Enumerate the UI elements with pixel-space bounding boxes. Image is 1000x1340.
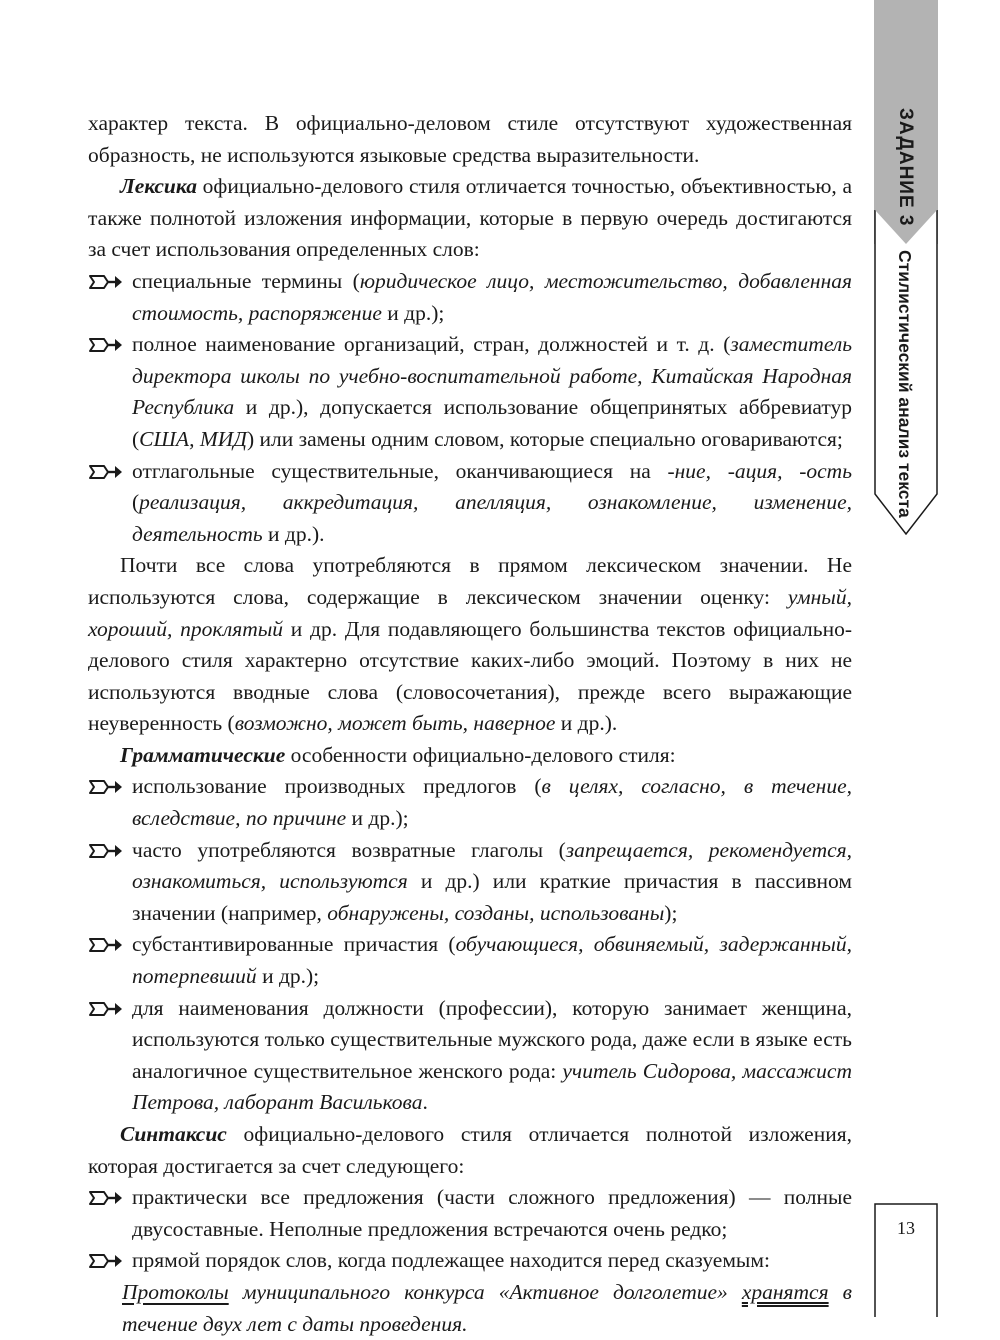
arrow-bullet-icon xyxy=(88,1251,124,1271)
meaning-paragraph: Почти все слова употребляются в прямом лексическом значении. Не используются слова, содержащие в лексическом значении оценку: умный, хороший, проклятый и др. Для подавляющего большинства текстов официально-делового стиля характерно отсутствие каких-либо эмоций. Поэтому в них не используются вводные слова (словосочетания), прежде всего выражающие неуверенность (возможно, может быть, наверное и др.). xyxy=(88,553,852,736)
syntax-paragraph: Синтаксис официально-делового стиля отличается полнотой изложения, которая достигается за счет следующего: xyxy=(88,1122,852,1178)
arrow-bullet-icon xyxy=(88,841,124,861)
grammar-term: Грамматические xyxy=(120,742,286,767)
list-item: для наименования должности (профессии), которую занимает женщина, используются только существительные мужского рода, даже если в языке есть аналогичное существительное женского рода: учитель Сидорова, массажист Петрова, лаборант Василькова. xyxy=(88,993,852,1119)
example-predicate: хранятся xyxy=(741,1279,829,1304)
arrow-bullet-icon xyxy=(88,935,124,955)
side-tab-topic-label: Стилистический анализ текста xyxy=(895,250,915,518)
arrow-bullet-icon xyxy=(88,777,124,797)
arrow-bullet-icon xyxy=(88,999,124,1019)
list-item: использование производных предлогов (в целях, согласно, в течение, вследствие, по причине и др.); xyxy=(88,771,852,834)
example-sentence: Протоколы муниципального конкурса «Активное долголетие» хранятся в течение двух лет с даты проведения. xyxy=(122,1279,852,1336)
list-item: прямой порядок слов, когда подлежащее находится перед сказуемым: xyxy=(88,1245,852,1277)
page-body xyxy=(88,108,852,1340)
list-item: отглагольные существительные, оканчивающиеся на -ние, -ация, -ость (реализация, аккредитация, апелляция, ознакомление, изменение, деятельность и др.). xyxy=(88,456,852,551)
arrow-bullet-icon xyxy=(88,272,124,292)
list-item: полное наименование организаций, стран, должностей и т. д. (заместитель директора школы по учебно-воспитательной работе, Китайская Народная Республика и др.), допускается использование общепринятых аббревиатур (США, МИД) или замены одним словом, которые специально оговариваются; xyxy=(88,329,852,455)
arrow-bullet-icon xyxy=(88,1188,124,1208)
lexicon-term: Лексика xyxy=(120,174,197,199)
lexicon-paragraph xyxy=(88,171,852,266)
list-item: практически все предложения (части сложного предложения) — полные двусоставные. Неполные предложения встречаются очень редко; xyxy=(88,1182,852,1245)
grammar-paragraph: Грамматические особенности официально-делового стиля: xyxy=(120,742,676,767)
list-item: часто употребляются возвратные глаголы (запрещается, рекомендуется, ознакомиться, используются и др.) или краткие причастия в пассивном значении (например, обнаружены, созданы, использованы); xyxy=(88,835,852,930)
syntax-term: Синтаксис xyxy=(120,1122,227,1146)
side-tab-task-label: ЗАДАНИЕ 3 xyxy=(895,108,916,227)
list-item: специальные термины (юридическое лицо, местожительство, добавленная стоимость, распоряжение и др.); xyxy=(88,266,852,329)
page-number: 13 xyxy=(897,1218,915,1238)
arrow-bullet-icon xyxy=(88,462,124,482)
example-subject: Протоколы xyxy=(122,1279,229,1304)
arrow-bullet-icon xyxy=(88,335,124,355)
lexicon-text: официально-делового стиля отличается точностью, объективностью, а также полнотой изложения информации, которые в первую очередь достигаются за счет использования определенных слов: xyxy=(88,174,852,262)
list-item: субстантивированные причастия (обучающиеся, обвиняемый, задержанный, потерпевший и др.); xyxy=(88,929,852,992)
intro-paragraph: характер текста. В официально-деловом стиле отсутствуют художественная образность, не используются языковые средства выразительности. xyxy=(88,111,852,167)
